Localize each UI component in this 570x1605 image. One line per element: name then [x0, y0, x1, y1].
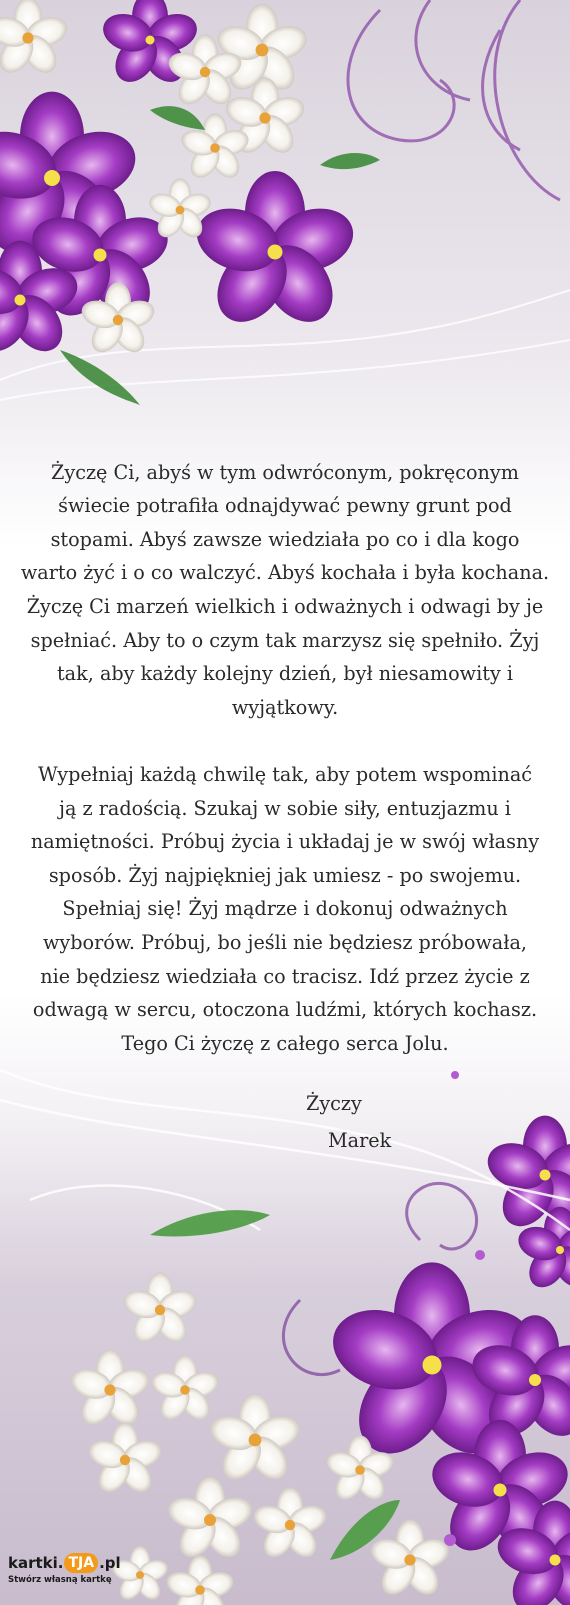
greeting-paragraph-1: Życzę Ci, abyś w tym odwróconym, pokręconym świecie potrafiła odnajdywać pewny grunt pod stopami. Abyś zawsze wiedziała po co i dla kogo warto żyć i o co walczyć. Abyś kochała i była kochana. Życzę Ci marzeń wielkich i odważnych i odwagi by je spełniać. Aby to o czym tak marzysz się spełniło. Żyj tak, aby każdy kolejny dzień, był niesamowity i wyjątkowy.: [20, 460, 550, 719]
greeting-paragraph-2: Wypełniaj każdą chwilę tak, aby potem wspominać ją z radością. Szukaj w sobie siły, entuzjazmu i namiętności. Próbuj życia i układaj je w swój własny sposób. Żyj najpiękniej jak umiesz - po swojemu. Spełniaj się! Żyj mądrze i dokonuj odważnych wyborów. Próbuj, bo jeśli nie będziesz próbowała, nie będziesz wiedziała co tracisz. Idź przez życie z odwagą w sercu, otoczona ludźmi, których kochasz. Tego Ci życzę z całego serca Jolu.: [30, 762, 540, 1055]
greeting-message: [20, 422, 550, 1094]
brand-name-badge: TJA: [64, 1553, 98, 1573]
signature-name: Marek: [328, 1129, 392, 1152]
brand-name: [8, 1553, 120, 1573]
violet-flower-top-3: [189, 171, 362, 335]
brand-tagline: Stwórz własną kartkę: [8, 1575, 112, 1585]
brand-name-suffix: .pl: [99, 1554, 121, 1572]
brand-logo[interactable]: [8, 1553, 120, 1599]
brand-name-prefix: kartki.: [8, 1554, 64, 1572]
signature-wishes: Życzy: [306, 1092, 362, 1115]
